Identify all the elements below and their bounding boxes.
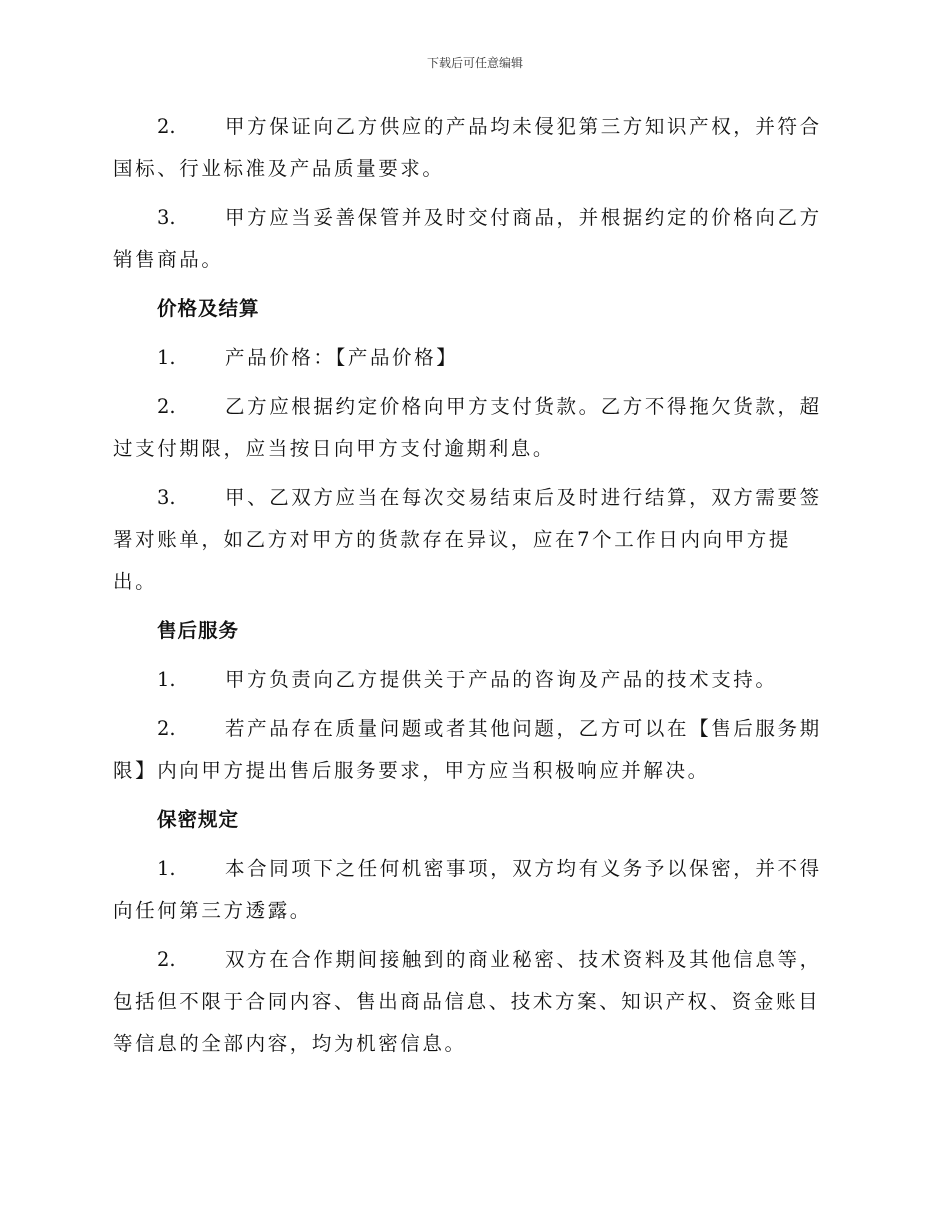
clause-item bbox=[113, 939, 833, 1065]
clause-item bbox=[113, 197, 833, 281]
clause-text: 产品价格：【产品价格】 bbox=[225, 346, 459, 369]
clause-number: 1. bbox=[157, 346, 176, 369]
clause-number: 2. bbox=[157, 115, 176, 138]
clause-item bbox=[113, 337, 833, 379]
clause-item bbox=[113, 386, 833, 470]
clause-text: 若产品存在质量问题或者其他问题，乙方可以在【售后服务期限】内向甲方提出售后服务要求，甲方应当积极响应并解决。 bbox=[113, 717, 822, 782]
section-heading: 保密规定 bbox=[157, 808, 240, 831]
clause-number: 1. bbox=[157, 668, 176, 691]
document-body bbox=[113, 106, 833, 1072]
clause-number: 2. bbox=[157, 717, 176, 740]
clause-item bbox=[113, 659, 833, 701]
clause-text: 甲、乙双方应当在每次交易结束后及时进行结算，双方需要签署对账单，如乙方对甲方的货款存在异议，应在7个工作日内向甲方提出。 bbox=[113, 486, 822, 593]
clause-text: 甲方保证向乙方供应的产品均未侵犯第三方知识产权，并符合国标、行业标准及产品质量要求。 bbox=[113, 115, 822, 180]
clause-item bbox=[113, 848, 833, 932]
clause-number: 3. bbox=[157, 206, 176, 229]
clause-item bbox=[113, 106, 833, 190]
section-heading: 售后服务 bbox=[157, 619, 240, 642]
clause-item bbox=[113, 708, 833, 792]
page-header: 下载后可任意编辑 bbox=[426, 56, 523, 70]
clause-number: 1. bbox=[157, 857, 176, 880]
clause-text: 乙方应根据约定价格向甲方支付货款。乙方不得拖欠货款，超过支付期限，应当按日向甲方支付逾期利息。 bbox=[113, 395, 822, 460]
section-heading: 价格及结算 bbox=[157, 297, 260, 320]
clause-text: 本合同项下之任何机密事项，双方均有义务予以保密，并不得向任何第三方透露。 bbox=[113, 857, 822, 922]
clause-number: 3. bbox=[157, 486, 176, 509]
clause-text: 双方在合作期间接触到的商业秘密、技术资料及其他信息等，包括但不限于合同内容、售出商品信息、技术方案、知识产权、资金账目等信息的全部内容，均为机密信息。 bbox=[113, 948, 822, 1055]
clause-text: 甲方负责向乙方提供关于产品的咨询及产品的技术支持。 bbox=[225, 668, 778, 691]
clause-item bbox=[113, 477, 833, 603]
clause-number: 2. bbox=[157, 395, 176, 418]
clause-text: 甲方应当妥善保管并及时交付商品，并根据约定的价格向乙方销售商品。 bbox=[113, 206, 822, 271]
clause-number: 2. bbox=[157, 948, 176, 971]
